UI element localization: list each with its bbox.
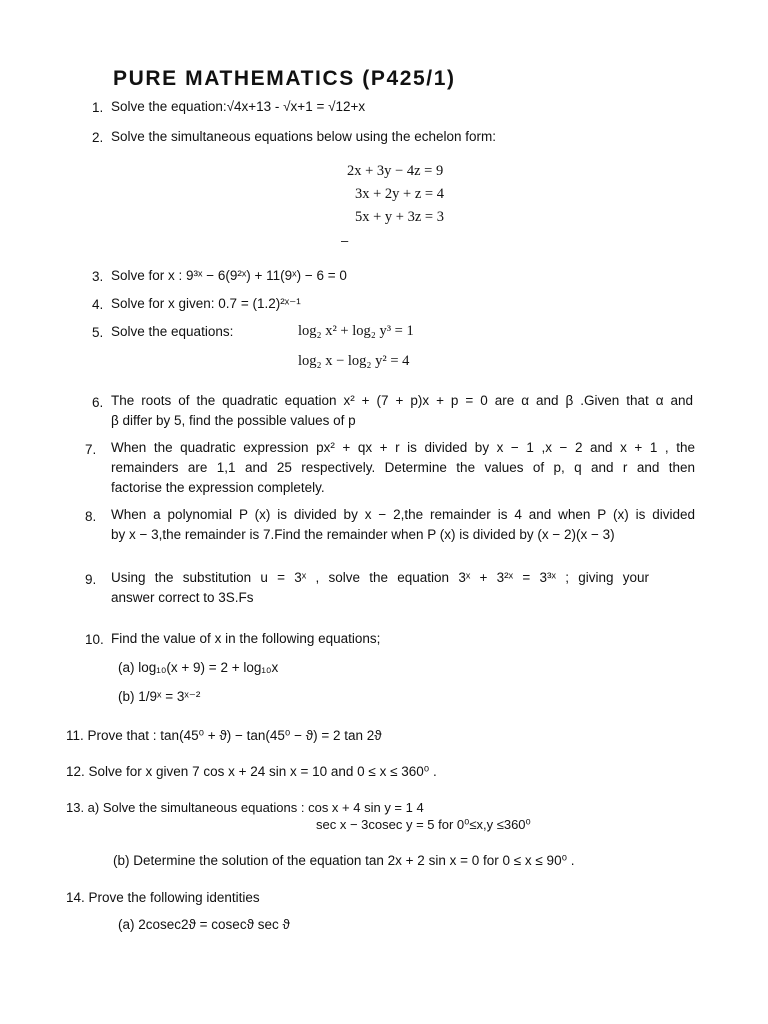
- question-6-line-1: The roots of the quadratic equation x² + (7 + p)x + p = 0 are α and β .Given that α and: [111, 393, 693, 408]
- question-5-equation-1: log₂ x² + log₂ y³ = 1: [298, 323, 414, 339]
- question-5-equation-2: log₂ x − log₂ y² = 4: [298, 353, 410, 369]
- question-9-line-2: answer correct to 3S.Fs: [111, 590, 254, 605]
- question-13-part-a: 13. a) Solve the simultaneous equations : cos x + 4 sin y = 1 4: [66, 800, 424, 815]
- question-1-text: Solve the equation:√4x+13 - √x+1 = √12+x: [111, 99, 366, 114]
- question-13-part-a-equation-2: sec x − 3cosec y = 5 for 0⁰≤x,y ≤360⁰: [316, 817, 531, 832]
- question-10-number: 10.: [85, 632, 104, 647]
- question-8-number: 8.: [85, 509, 97, 524]
- question-6-line-2: β differ by 5, find the possible values of p: [111, 413, 356, 428]
- question-1-number: 1.: [92, 100, 104, 115]
- question-11-text: 11. Prove that : tan(45⁰ + ϑ) − tan(45⁰ − ϑ) = 2 tan 2ϑ: [66, 728, 382, 743]
- question-5-text: Solve the equations:: [111, 324, 234, 339]
- question-5-number: 5.: [92, 325, 104, 340]
- question-2-dash: –: [341, 233, 349, 248]
- question-7-line-2: remainders are 1,1 and 25 respectively. Determine the values of p, q and r and then: [111, 460, 695, 475]
- page-title: PURE MATHEMATICS (P425/1): [113, 67, 456, 90]
- question-14-part-a: (a) 2cosec2ϑ = cosecϑ sec ϑ: [118, 917, 290, 932]
- question-7-line-1: When the quadratic expression px² + qx + r is divided by x − 1 ,x − 2 and x + 1 , the: [111, 440, 695, 455]
- question-2-equation-1: 2x + 3y − 4z = 9: [347, 163, 444, 179]
- question-2-equation-3: 5x + y + 3z = 3: [355, 209, 444, 225]
- question-12-text: 12. Solve for x given 7 cos x + 24 sin x = 10 and 0 ≤ x ≤ 360⁰ .: [66, 764, 437, 779]
- question-13-part-b: (b) Determine the solution of the equation tan 2x + 2 sin x = 0 for 0 ≤ x ≤ 90⁰ .: [113, 853, 575, 868]
- question-6-number: 6.: [92, 395, 104, 410]
- question-4-number: 4.: [92, 297, 104, 312]
- question-9-number: 9.: [85, 572, 97, 587]
- question-7-line-3: factorise the expression completely.: [111, 480, 325, 495]
- question-9-body: [111, 568, 649, 628]
- question-2-number: 2.: [92, 130, 104, 145]
- question-4-text: Solve for x given: 0.7 = (1.2)²ˣ⁻¹: [111, 296, 301, 311]
- question-9-line-1: Using the substitution u = 3ˣ , solve the equation 3ˣ + 3²ˣ = 3³ˣ ; giving your: [111, 570, 649, 585]
- question-8-line-1: When a polynomial P (x) is divided by x − 2,the remainder is 4 and when P (x) is divided: [111, 507, 695, 522]
- question-3-number: 3.: [92, 269, 104, 284]
- question-8-body: [111, 505, 695, 565]
- question-10-part-a: (a) log₁₀(x + 9) = 2 + log₁₀x: [118, 660, 279, 675]
- question-8-line-2: by x − 3,the remainder is 7.Find the remainder when P (x) is divided by (x − 2)(x − 3): [111, 527, 615, 542]
- question-2-text: Solve the simultaneous equations below using the echelon form:: [111, 129, 496, 144]
- question-10-part-b: (b) 1/9ˣ = 3ˣ⁻²: [118, 689, 201, 704]
- question-14-text: 14. Prove the following identities: [66, 890, 260, 905]
- question-3-text: Solve for x : 9³ˣ − 6(9²ˣ) + 11(9ˣ) − 6 = 0: [111, 268, 347, 283]
- question-7-number: 7.: [85, 442, 97, 457]
- question-10-text: Find the value of x in the following equations;: [111, 631, 381, 646]
- question-2-equation-2: 3x + 2y + z = 4: [355, 186, 444, 202]
